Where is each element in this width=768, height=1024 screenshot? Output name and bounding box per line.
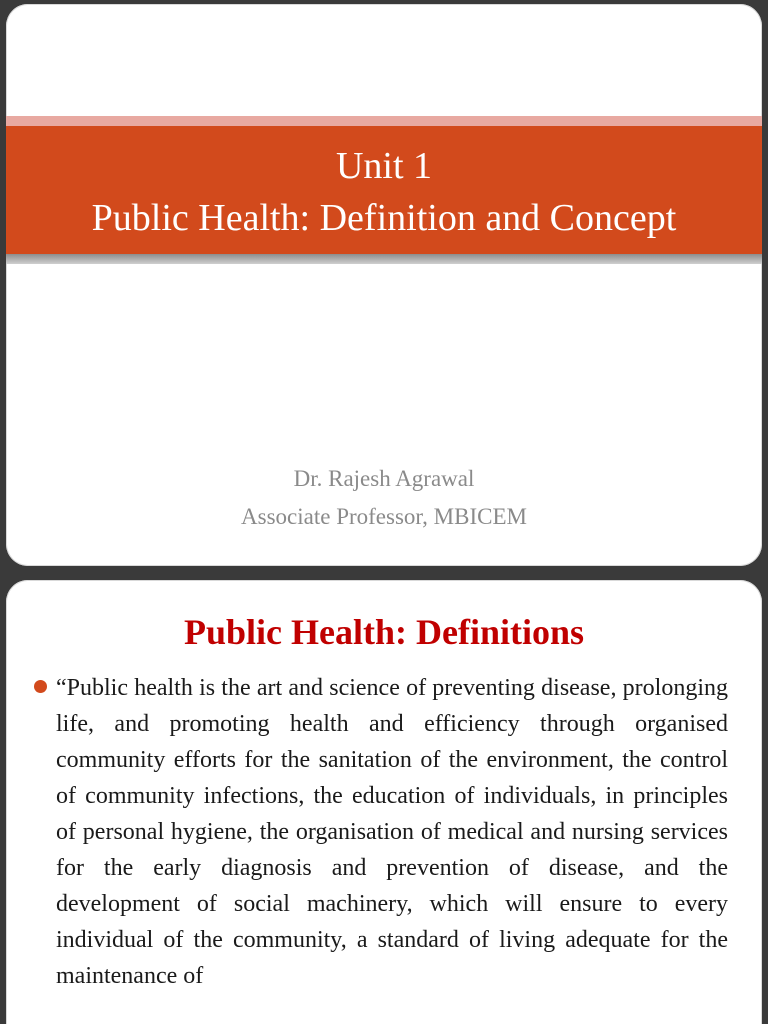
- slide-title-unit: Unit 1: [335, 145, 433, 187]
- title-band-shadow: [6, 254, 762, 264]
- title-band-highlight: [6, 116, 762, 126]
- slide-heading: Public Health: Definitions: [183, 612, 584, 652]
- author-name: Dr. Rajesh Agrawal: [293, 466, 475, 491]
- slide-definitions: [6, 580, 762, 1024]
- author-position: Associate Professor, MBICEM: [241, 504, 527, 529]
- bullet-icon: [34, 680, 47, 693]
- slide-title-main: Public Health: Definition and Concept: [91, 197, 677, 239]
- definition-bullet-text: “Public health is the art and science of preventing disease, prolonging life, and promoting health and efficiency through organised community efforts for the sanitation of the environment, the control of community infections, the education of individuals, in principles of personal hygiene, the organisation of medical and nursing services for the early diagnosis and prevention of disease, and the development of social machinery, which will ensure to every individual of the community, a standard of living adequate for the maintenance of: [56, 675, 728, 989]
- slide-title: [6, 4, 762, 566]
